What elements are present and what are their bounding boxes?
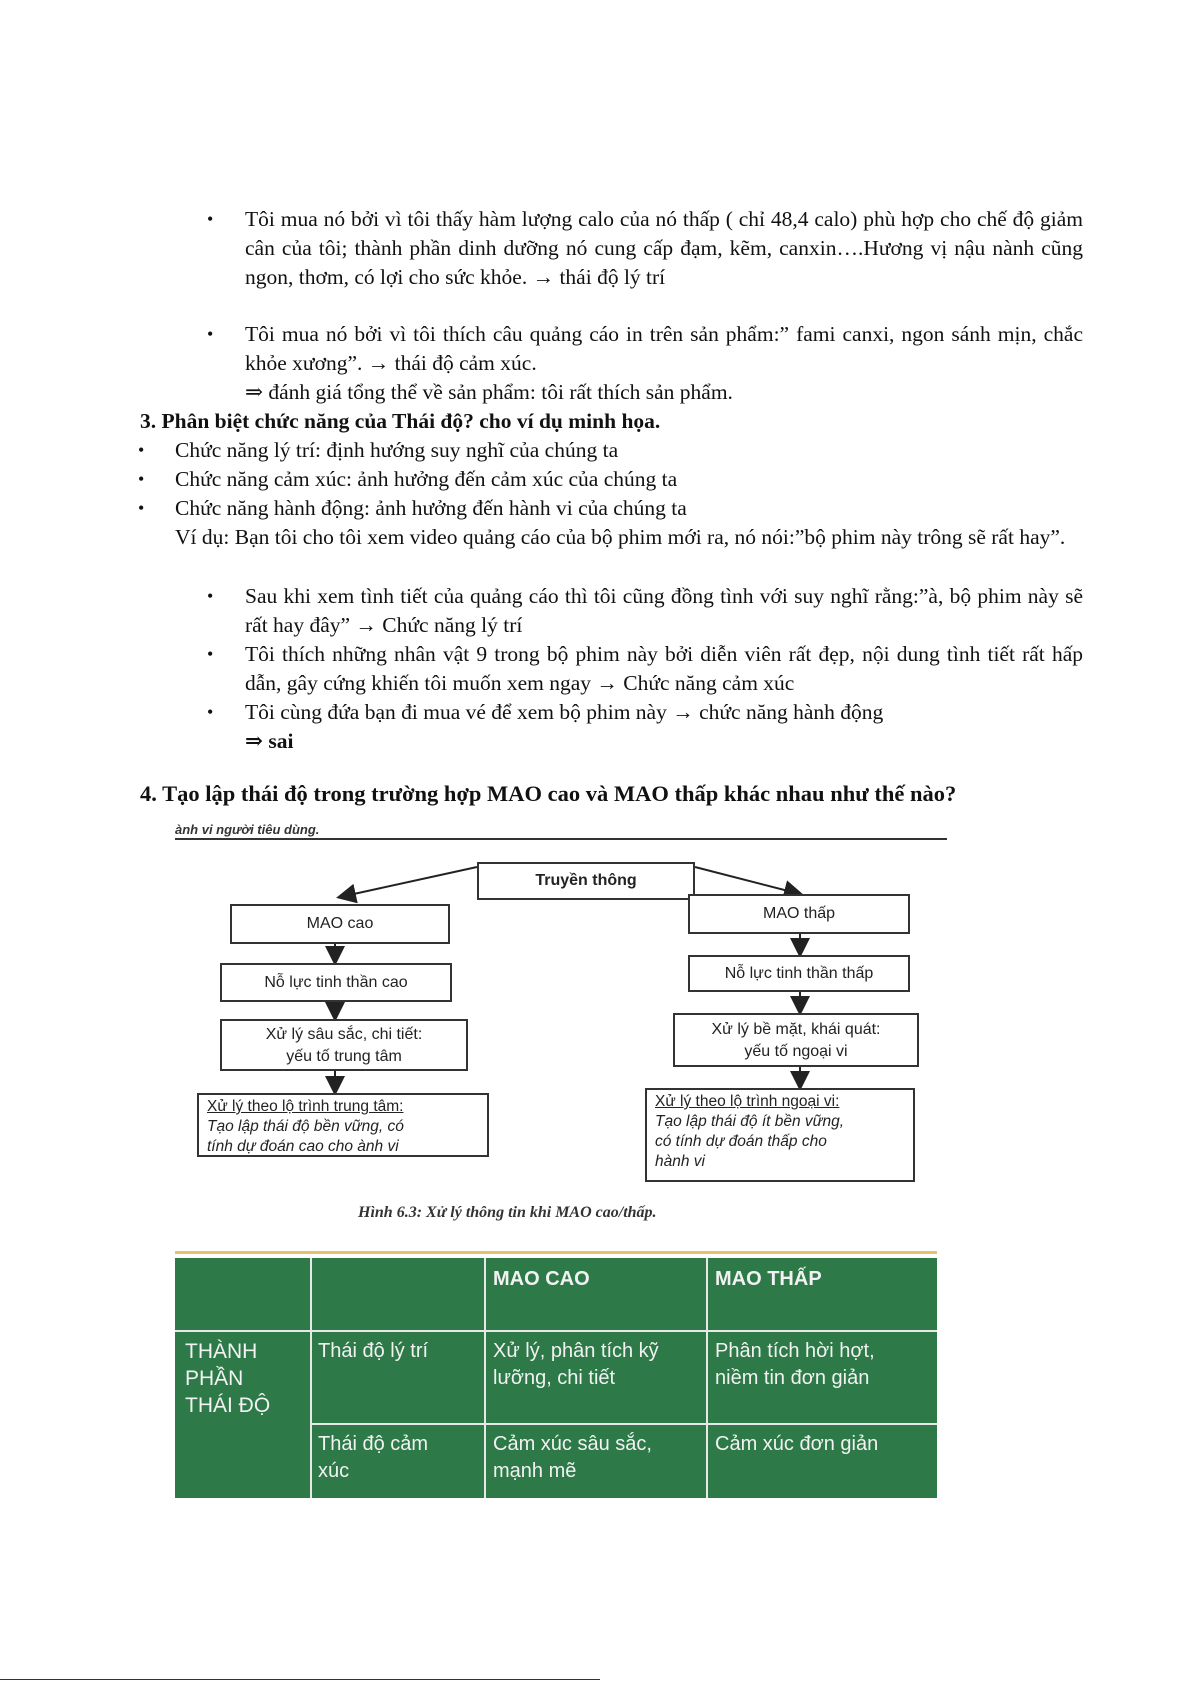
section3-sub-bullet-2: Tôi thích những nhân vật 9 trong bộ phim này bởi diễn viên rất đẹp, nội dung tình tiết rất hấp dẫn, gây cứng khiến tôi muốn xem ngay → Chức năng cảm xúc bbox=[245, 642, 1083, 695]
box-left-4 bbox=[197, 1093, 489, 1157]
row1-low-line2: niềm tin đơn giản bbox=[715, 1367, 870, 1389]
section3-sub-bullet-1: Sau khi xem tình tiết của quảng cáo thì tôi cũng đồng tình với suy nghĩ rằng:”à, bộ phim này sẽ rất hay đây” → Chức năng lý trí bbox=[245, 584, 1083, 637]
bullet-dot: • bbox=[207, 702, 214, 722]
row2-low: Cảm xúc đơn giản bbox=[715, 1433, 879, 1455]
bullet-dot: • bbox=[207, 324, 214, 344]
row1-high bbox=[493, 1338, 659, 1392]
bullet-dot: • bbox=[138, 440, 145, 460]
section2-bullet-1: Tôi mua nó bởi vì tôi thấy hàm lượng calo của nó thấp ( chỉ 48,4 calo) phù hợp cho chế độ giảm cân của tôi; thành phần dinh dưỡng nó cung cấp đạm, kẽm, canxin….Hương vị nậu nành cũng ngon, thơm, có lợi cho sức khỏe. → thái độ lý trí bbox=[245, 207, 1083, 289]
row2-high bbox=[493, 1431, 652, 1485]
section3-item-1: Chức năng lý trí: định hướng suy nghĩ của chúng ta bbox=[175, 438, 619, 462]
mao-comparison-table bbox=[175, 1258, 937, 1498]
table-separator bbox=[175, 1251, 937, 1254]
box-right-1: MAO thấp bbox=[688, 894, 910, 934]
group-label-line1: THÀNH bbox=[185, 1340, 258, 1363]
box-left-3-line1: Xử lý sâu sắc, chi tiết: bbox=[265, 1026, 423, 1043]
bullet-dot: • bbox=[207, 586, 214, 606]
section3-sub-bullet-3: Tôi cùng đứa bạn đi mua vé để xem bộ phim này → chức năng hành động bbox=[245, 700, 884, 724]
box-right-4-line1: Tạo lập thái độ ít bền vững, bbox=[655, 1113, 845, 1130]
section2-bullet-2: Tôi mua nó bởi vì tôi thích câu quảng cáo in trên sản phẩm:” fami canxi, ngon sánh mịn, chắc khỏe xương”. → thái độ cảm xúc. bbox=[245, 322, 1083, 375]
box-right-3 bbox=[673, 1013, 919, 1067]
row1-low bbox=[715, 1338, 875, 1392]
box-left-4-title: Xử lý theo lộ trình trung tâm: bbox=[207, 1098, 404, 1115]
arrow-root-to-left bbox=[340, 867, 477, 897]
diagram-top-caption: ành vi người tiêu dùng. bbox=[175, 822, 320, 837]
section3-item-3: Chức năng hành động: ảnh hưởng đến hành vi của chúng ta bbox=[175, 496, 687, 520]
row1-label: Thái độ lý trí bbox=[318, 1340, 429, 1362]
row2-high-line2: mạnh mẽ bbox=[493, 1460, 577, 1482]
row2-label bbox=[318, 1431, 428, 1485]
header-mao-thap: MAO THẤP bbox=[715, 1268, 822, 1290]
row2-label-line1: Thái độ cảm bbox=[318, 1433, 429, 1455]
section2-conclusion: ⇒ đánh giá tổng thể về sản phẩm: tôi rất thích sản phẩm. bbox=[245, 380, 733, 404]
row1-low-line1: Phân tích hời hợt, bbox=[715, 1340, 875, 1362]
box-right-3-line2: yếu tố ngoại vi bbox=[744, 1043, 848, 1060]
row2-high-line1: Cảm xúc sâu sắc, bbox=[493, 1433, 652, 1455]
section4-heading: 4. Tạo lập thái độ trong trường hợp MAO cao và MAO thấp khác nhau như thế nào? bbox=[140, 781, 957, 806]
group-label-line3: THÁI ĐỘ bbox=[185, 1394, 271, 1417]
group-label-line2: PHẦN bbox=[185, 1367, 244, 1390]
box-right-4 bbox=[645, 1088, 915, 1182]
section3-example: Ví dụ: Bạn tôi cho tôi xem video quảng cáo của bộ phim mới ra, nó nói:”bộ phim này trông sẽ rất hay”. bbox=[175, 525, 1066, 549]
box-right-4-line2: có tính dự đoán thấp cho bbox=[655, 1133, 827, 1150]
box-right-4-line3: hành vi bbox=[655, 1153, 705, 1170]
bullet-dot: • bbox=[138, 498, 145, 518]
section3-heading: 3. Phân biệt chức năng của Thái độ? cho ví dụ minh họa. bbox=[140, 409, 661, 433]
section3-item-2: Chức năng cảm xúc: ảnh hưởng đến cảm xúc của chúng ta bbox=[175, 467, 678, 491]
mao-flow-diagram bbox=[175, 822, 947, 1230]
header-mao-cao: MAO CAO bbox=[493, 1268, 590, 1290]
box-left-3-line2: yếu tố trung tâm bbox=[286, 1048, 402, 1065]
box-right-4-title: Xử lý theo lộ trình ngoại vi: bbox=[655, 1093, 840, 1110]
box-root: Truyền thông bbox=[477, 862, 695, 900]
box-left-3 bbox=[220, 1019, 468, 1071]
group-label bbox=[185, 1338, 270, 1419]
row1-high-line1: Xử lý, phân tích kỹ bbox=[493, 1340, 659, 1362]
bullet-dot: • bbox=[207, 209, 214, 229]
bullet-dot: • bbox=[207, 644, 214, 664]
box-right-2: Nỗ lực tinh thần thấp bbox=[688, 955, 910, 992]
box-left-2: Nỗ lực tinh thần cao bbox=[220, 963, 452, 1002]
section3-verdict: ⇒ sai bbox=[245, 729, 294, 753]
bullet-dot: • bbox=[138, 469, 145, 489]
diagram-caption: Hình 6.3: Xử lý thông tin khi MAO cao/thấp. bbox=[358, 1204, 657, 1221]
box-left-4-line1: Tạo lập thái độ bền vững, có bbox=[207, 1118, 404, 1135]
row2-label-line2: xúc bbox=[318, 1460, 350, 1482]
box-right-3-line1: Xử lý bề mặt, khái quát: bbox=[711, 1021, 881, 1038]
box-left-1: MAO cao bbox=[230, 904, 450, 944]
footer-rule bbox=[0, 1679, 600, 1680]
row1-high-line2: lưỡng, chi tiết bbox=[493, 1367, 616, 1389]
box-left-4-line2: tính dự đoán cao cho ành vi bbox=[207, 1138, 399, 1155]
arrow-root-to-right bbox=[695, 867, 800, 894]
